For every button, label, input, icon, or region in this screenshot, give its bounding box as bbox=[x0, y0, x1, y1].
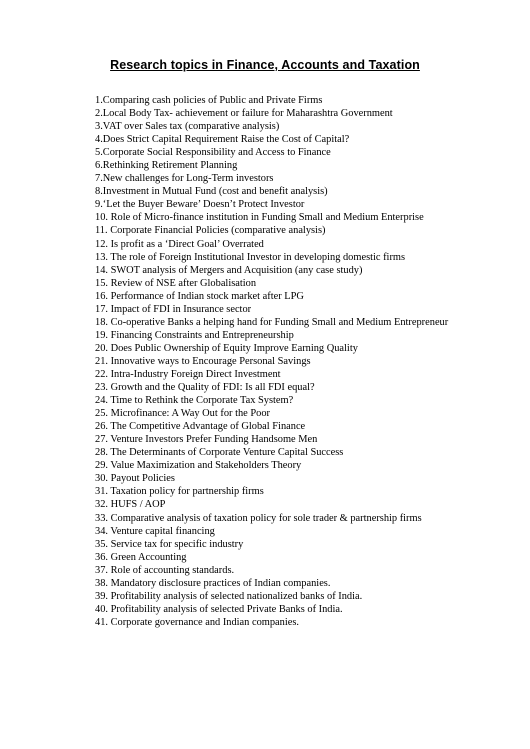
topic-item: 11. Corporate Financial Policies (comparative analysis) bbox=[95, 225, 326, 237]
topic-item: 25. Microfinance: A Way Out for the Poor bbox=[95, 408, 271, 420]
topic-item: 18. Co-operative Banks a helping hand for Funding Small and Medium Entrepreneur bbox=[95, 316, 449, 328]
topic-item: 32. HUFS / AOP bbox=[95, 499, 166, 511]
topic-item: 13. The role of Foreign Institutional Investor in developing domestic firms bbox=[95, 251, 406, 263]
topic-item: 35. Service tax for specific industry bbox=[95, 538, 244, 550]
topic-item: 14. SWOT analysis of Mergers and Acquisition (any case study) bbox=[95, 264, 363, 276]
topic-item: 31. Taxation policy for partnership firms bbox=[95, 486, 264, 498]
topic-item: 30. Payout Policies bbox=[95, 473, 175, 485]
topic-item: 5.Corporate Social Responsibility and Access to Finance bbox=[95, 147, 331, 159]
topic-item: 38. Mandatory disclosure practices of Indian companies. bbox=[95, 577, 331, 589]
topic-item: 37. Role of accounting standards. bbox=[95, 564, 235, 576]
topic-item: 20. Does Public Ownership of Equity Improve Earning Quality bbox=[95, 342, 358, 354]
topic-item: 22. Intra-Industry Foreign Direct Investment bbox=[95, 368, 281, 380]
topic-item: 10. Role of Micro-finance institution in Funding Small and Medium Enterprise bbox=[95, 212, 424, 224]
topic-item: 17. Impact of FDI in Insurance sector bbox=[95, 303, 252, 315]
topic-item: 6.Rethinking Retirement Planning bbox=[95, 160, 238, 172]
topic-item: 19. Financing Constraints and Entrepreneurship bbox=[95, 329, 294, 341]
topic-item: 12. Is profit as a ‘Direct Goal’ Overrated bbox=[95, 238, 264, 250]
topic-item: 16. Performance of Indian stock market after LPG bbox=[95, 290, 304, 302]
topic-item: 1.Comparing cash policies of Public and Private Firms bbox=[95, 95, 323, 106]
topic-item: 8.Investment in Mutual Fund (cost and benefit analysis) bbox=[95, 186, 328, 198]
topic-item: 3.VAT over Sales tax (comparative analysis) bbox=[95, 121, 280, 133]
topic-item: 36. Green Accounting bbox=[95, 551, 187, 563]
document-title: Research topics in Finance, Accounts and Taxation bbox=[110, 58, 420, 72]
topic-item: 2.Local Body Tax- achievement or failure for Maharashtra Government bbox=[95, 108, 393, 120]
topic-item: 24. Time to Rethink the Corporate Tax System? bbox=[95, 395, 294, 407]
topic-item: 15. Review of NSE after Globalisation bbox=[95, 277, 257, 289]
topic-item: 23. Growth and the Quality of FDI: Is all FDI equal? bbox=[95, 382, 315, 394]
topic-item: 39. Profitability analysis of selected nationalized banks of India. bbox=[95, 590, 363, 602]
topic-item: 7.New challenges for Long-Term investors bbox=[95, 173, 274, 185]
topic-item: 40. Profitability analysis of selected Private Banks of India. bbox=[95, 603, 343, 615]
topic-item: 28. The Determinants of Corporate Venture Capital Success bbox=[95, 447, 344, 459]
topic-item: 29. Value Maximization and Stakeholders Theory bbox=[95, 460, 302, 472]
topic-item: 27. Venture Investors Prefer Funding Handsome Men bbox=[95, 434, 318, 446]
topic-item: 34. Venture capital financing bbox=[95, 525, 215, 537]
topic-item: 21. Innovative ways to Encourage Personal Savings bbox=[95, 355, 311, 367]
topic-item: 9.‘Let the Buyer Beware’ Doesn’t Protect Investor bbox=[95, 199, 305, 211]
topic-list bbox=[95, 94, 448, 629]
topic-item: 4.Does Strict Capital Requirement Raise the Cost of Capital? bbox=[95, 134, 350, 146]
topic-item: 41. Corporate governance and Indian companies. bbox=[95, 616, 299, 628]
topic-item: 33. Comparative analysis of taxation policy for sole trader & partnership firms bbox=[95, 512, 422, 524]
topic-item: 26. The Competitive Advantage of Global Finance bbox=[95, 421, 306, 433]
